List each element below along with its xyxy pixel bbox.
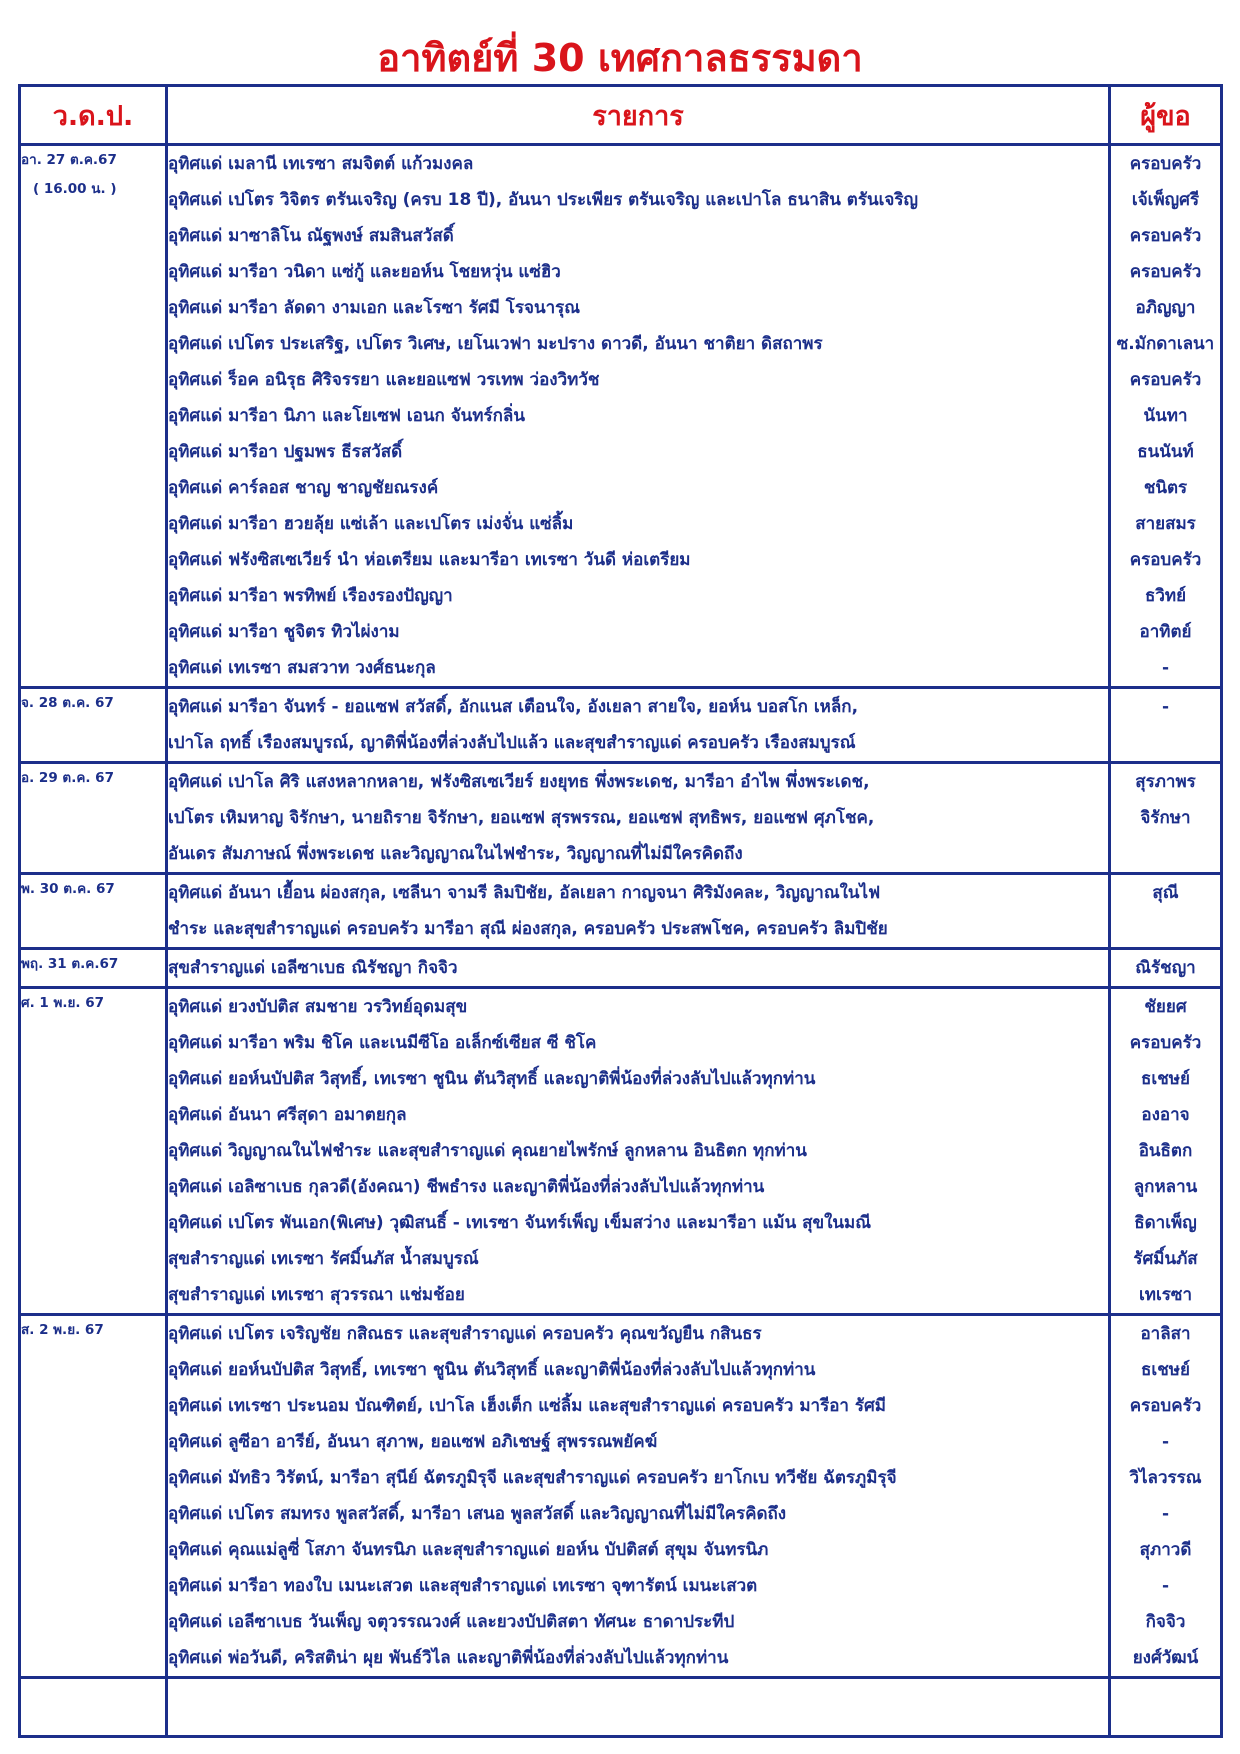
requester-name: ครอบครัว bbox=[1129, 154, 1202, 174]
date-cell bbox=[20, 1315, 167, 1678]
intention-line: อุทิศแด่ เปโตร ประเสริฐ, เปโตร วิเศษ, เยโนเวฟา มะปราง ดาวดี, อันนา ชาติยา ดิสถาพร bbox=[168, 334, 823, 354]
intention-line: อุทิศแด่ ยอห์นบัปติส วิสุทธิ์, เทเรซา ชูนิน ตันวิสุทธิ์ และญาติพี่น้องที่ล่วงลับไปแล้วทุกท่าน bbox=[168, 1069, 816, 1089]
date-label: อา. 27 ต.ค.67 bbox=[21, 152, 117, 168]
empty-date-cell bbox=[20, 1678, 167, 1737]
intention-line: อันเดร สัมภาษณ์ พึ่งพระเดช และวิญญาณในไฟชำระ, วิญญาณที่ไม่มีใครคิดถึง bbox=[168, 844, 743, 864]
intention-line: อุทิศแด่ มารีอา ทองใบ เมนะเสวต และสุขสำราญแด่ เทเรซา จุฑารัตน์ เมนะเสวต bbox=[168, 1576, 758, 1596]
intention-line: สุขสำราญแด่ เทเรซา รัศมิ์นภัส น้ำสมบูรณ์ bbox=[168, 1249, 479, 1269]
requester-cell bbox=[1110, 763, 1222, 874]
requester-name: ธเชษย์ bbox=[1141, 1360, 1190, 1380]
intention-line: สุขสำราญแด่ เทเรซา สุวรรณา แช่มช้อย bbox=[168, 1285, 465, 1305]
requester-name: ครอบครัว bbox=[1129, 226, 1202, 246]
requester-name: เจ้เพ็ญศรี bbox=[1131, 190, 1200, 210]
requester-name: ชนิตร bbox=[1143, 478, 1188, 498]
items-cell bbox=[167, 874, 1110, 949]
date-column-header: ว.ด.ป. bbox=[20, 86, 167, 145]
intention-line: อุทิศแด่ พ่อวันดี, คริสติน่า ผุย พันธ์วิไล และญาติพี่น้องที่ล่วงลับไปแล้วทุกท่าน bbox=[168, 1648, 729, 1668]
requester-name: สุรภาพร bbox=[1135, 772, 1196, 792]
requester-name: - bbox=[1161, 1576, 1170, 1596]
intention-line: อุทิศแด่ มารีอา พรทิพย์ เรืองรองปัญญา bbox=[168, 586, 453, 606]
intention-line: อุทิศแด่ อันนา ศรีสุดา อมาตยกุล bbox=[168, 1105, 407, 1125]
requester-name: อภิญญา bbox=[1135, 298, 1196, 318]
requester-cell bbox=[1110, 949, 1222, 988]
requester-name: ครอบครัว bbox=[1129, 1033, 1202, 1053]
intention-line: อุทิศแด่ ยวงบัปติส สมชาย วรวิทย์อุดมสุข bbox=[168, 997, 468, 1017]
requester-name: ครอบครัว bbox=[1129, 550, 1202, 570]
intention-line: สุขสำราญแด่ เอลีซาเบธ ณิรัชญา กิจจิว bbox=[168, 958, 458, 978]
intention-line: อุทิศแด่ เปโตร เจริญชัย กสิณธร และสุขสำราญแด่ ครอบครัว คุณขวัญยืน กสินธร bbox=[168, 1324, 762, 1344]
intention-line: อุทิศแด่ เอลิซาเบธ กุลวดี(อังคณา) ชีพธำรง และญาติพี่น้องที่ล่วงลับไปแล้วทุกท่าน bbox=[168, 1177, 765, 1197]
items-cell bbox=[167, 949, 1110, 988]
intention-line: อุทิศแด่ เปโตร พันเอก(พิเศษ) วุฒิสนธิ์ - เทเรซา จันทร์เพ็ญ เข็มสว่าง และมารีอา แม้น สุขในมณี bbox=[168, 1213, 872, 1233]
requester-name: - bbox=[1161, 658, 1170, 678]
requester-name: อาทิตย์ bbox=[1139, 622, 1192, 642]
requester-cell bbox=[1110, 988, 1222, 1315]
empty-row bbox=[20, 1678, 1222, 1737]
intention-line: อุทิศแด่ คาร์ลอส ชาญ ชาญชัยณรงค์ bbox=[168, 478, 439, 498]
intention-line: อุทิศแด่ มารีอา ลัดดา งามเอก และโรซา รัศมี โรจนารุณ bbox=[168, 298, 581, 318]
requester-name: ธวิทย์ bbox=[1144, 586, 1187, 606]
date-label: ศ. 1 พ.ย. 67 bbox=[21, 995, 105, 1011]
items-cell bbox=[167, 1315, 1110, 1678]
requester-name: ธิดาเพ็ญ bbox=[1134, 1213, 1197, 1233]
requester-cell bbox=[1110, 874, 1222, 949]
schedule-row bbox=[20, 1315, 1222, 1678]
intention-line: อุทิศแด่ เทเรซา ประนอม บัณฑิตย์, เปาโล เฮ็งเต็ก แซ่ลิ้ม และสุขสำราญแด่ ครอบครัว มารีอา รัศมี bbox=[168, 1396, 887, 1416]
requester-name: เทเรซา bbox=[1138, 1285, 1193, 1305]
page-title: อาทิตย์ที่ 30 เทศกาลธรรมดา bbox=[377, 36, 863, 80]
intention-line: อุทิศแด่ ลูซีอา อารีย์, อันนา สุภาพ, ยอแซฟ อภิเชษฐ์ สุพรรณพยัคฆ์ bbox=[168, 1432, 658, 1452]
intention-line: อุทิศแด่ อันนา เยื้อน ผ่องสกุล, เซลีนา จามรี ลิมปิชัย, อัลเยลา กาญจนา ศิริมังคละ, วิญญาณในไฟ bbox=[168, 883, 881, 903]
requester-name: อาลิสา bbox=[1140, 1324, 1191, 1344]
intention-line: อุทิศแด่ มารีอา นิภา และโยเซฟ เอนก จันทร์กลิ่น bbox=[168, 406, 525, 426]
intention-line: ชำระ และสุขสำราญแด่ ครอบครัว มารีอา สุณี ผ่องสกุล, ครอบครัว ประสพโชค, ครอบครัว ลิมปิชัย bbox=[168, 919, 888, 939]
schedule-row bbox=[20, 145, 1222, 688]
requester-column-header: ผู้ขอ bbox=[1110, 86, 1222, 145]
date-cell bbox=[20, 688, 167, 763]
requester-name: กิจจิว bbox=[1145, 1612, 1186, 1632]
requester-name: ลูกหลาน bbox=[1133, 1177, 1198, 1197]
requester-name: ครอบครัว bbox=[1129, 1396, 1202, 1416]
requester-cell bbox=[1110, 145, 1222, 688]
requester-name: ยงศ์วัฒน์ bbox=[1132, 1648, 1199, 1668]
requester-name: องอาจ bbox=[1141, 1105, 1190, 1125]
intention-line: อุทิศแด่ เมลานี เทเรซา สมจิตต์ แก้วมงคล bbox=[168, 154, 474, 174]
header-row bbox=[20, 86, 1222, 145]
intention-line: อุทิศแด่ มัทธิว วิรัตน์, มารีอา สุนีย์ ฉัตรภูมิรุจี และสุขสำราญแด่ ครอบครัว ยาโกเบ ทวีชัย ฉัตรภูมิรุจี bbox=[168, 1468, 897, 1488]
intention-line: อุทิศแด่ มารีอา ฮวยลุ้ย แซ่เล้า และเปโตร เม่งจั่น แซ่ลิ้ม bbox=[168, 514, 574, 534]
intention-line: อุทิศแด่ เปโตร สมทรง พูลสวัสดิ์, มารีอา เสนอ พูลสวัสดิ์ และวิญญาณที่ไม่มีใครคิดถึง bbox=[168, 1504, 787, 1524]
intention-line: เปาโล ฤทธิ์ เรืองสมบูรณ์, ญาติพี่น้องที่ล่วงลับไปแล้ว และสุขสำราญแด่ ครอบครัว เรืองสมบูรณ์ bbox=[168, 733, 856, 753]
intention-line: อุทิศแด่ ยอห์นบัปติส วิสุทธิ์, เทเรซา ชูนิน ตันวิสุทธิ์ และญาติพี่น้องที่ล่วงลับไปแล้วทุกท่าน bbox=[168, 1360, 816, 1380]
requester-name: รัศมิ์นภัส bbox=[1133, 1249, 1198, 1269]
requester-name: อินธิตก bbox=[1138, 1141, 1193, 1161]
schedule-body bbox=[20, 145, 1222, 1678]
date-cell bbox=[20, 949, 167, 988]
intention-line: อุทิศแด่ เอลีซาเบธ วันเพ็ญ จตุวรรณวงศ์ และยวงบัปติสตา ทัศนะ ธาดาประทีป bbox=[168, 1612, 735, 1632]
schedule-row bbox=[20, 763, 1222, 874]
intention-line: อุทิศแด่ มารีอา จันทร์ - ยอแซฟ สวัสดิ์, อักแนส เตือนใจ, อังเยลา สายใจ, ยอห์น บอสโก เหล็ก, bbox=[168, 697, 859, 717]
time-label: ( 16.00 น. ) bbox=[33, 181, 117, 197]
intention-line: อุทิศแด่ วิญญาณในไฟชำระ และสุขสำราญแด่ คุณยายไพรักษ์ ลูกหลาน อินธิตก ทุกท่าน bbox=[168, 1141, 807, 1161]
date-label: อ. 29 ต.ค. 67 bbox=[21, 770, 114, 786]
requester-name: จิรักษา bbox=[1140, 808, 1191, 828]
requester-name: ครอบครัว bbox=[1129, 370, 1202, 390]
date-label: จ. 28 ต.ค. 67 bbox=[21, 695, 114, 711]
requester-cell bbox=[1110, 1315, 1222, 1678]
schedule-row bbox=[20, 688, 1222, 763]
items-cell bbox=[167, 988, 1110, 1315]
requester-name: สุภาวดี bbox=[1139, 1540, 1192, 1560]
schedule-row bbox=[20, 874, 1222, 949]
requester-name: ธเชษย์ bbox=[1141, 1069, 1190, 1089]
requester-name: ธนนันท์ bbox=[1137, 442, 1194, 462]
requester-name: นันทา bbox=[1143, 406, 1188, 426]
requester-name: ครอบครัว bbox=[1129, 262, 1202, 282]
intention-line: อุทิศแด่ เปาโล ศิริ แสงหลากหลาย, ฟรังซิสเซเวียร์ ยงยุทธ พึ่งพระเดช, มารีอา อำไพ พึ่งพระเดช, bbox=[168, 772, 870, 792]
empty-requester-cell bbox=[1110, 1678, 1222, 1737]
requester-name: - bbox=[1161, 1432, 1170, 1452]
intention-schedule bbox=[18, 84, 1220, 1754]
requester-name: - bbox=[1161, 697, 1170, 717]
requester-name: ซ.มักดาเลนา bbox=[1116, 334, 1215, 354]
schedule-row bbox=[20, 988, 1222, 1315]
intention-line: อุทิศแด่ มารีอา ชูจิตร ทิวไผ่งาม bbox=[168, 622, 400, 642]
requester-name: - bbox=[1161, 1504, 1170, 1524]
date-cell bbox=[20, 874, 167, 949]
date-cell bbox=[20, 988, 167, 1315]
intention-line: อุทิศแด่ มารีอา ปฐมพร ธีรสวัสดิ์ bbox=[168, 442, 403, 462]
date-label: พ. 30 ต.ค. 67 bbox=[21, 881, 115, 897]
intention-line: อุทิศแด่ ร็อค อนิรุธ ศิริจรรยา และยอแซฟ วรเทพ ว่องวิทวัช bbox=[168, 370, 600, 390]
empty-items-cell bbox=[167, 1678, 1110, 1737]
intention-line: อุทิศแด่ เทเรซา สมสวาท วงศ์ธนะกุล bbox=[168, 658, 436, 678]
requester-cell bbox=[1110, 688, 1222, 763]
requester-name: ณิรัชญา bbox=[1135, 958, 1196, 978]
schedule-row bbox=[20, 949, 1222, 988]
date-label: ส. 2 พ.ย. 67 bbox=[21, 1322, 104, 1338]
intention-line: อุทิศแด่ ฟรังซิสเซเวียร์ นำ ห่อเตรียม และมารีอา เทเรซา วันดี ห่อเตรียม bbox=[168, 550, 691, 570]
schedule-table bbox=[18, 84, 1223, 1738]
date-label: พฤ. 31 ต.ค.67 bbox=[21, 956, 119, 972]
intention-line: อุทิศแด่ มาซาลิโน ณัฐพงษ์ สมสินสวัสดิ์ bbox=[168, 226, 454, 246]
intention-line: อุทิศแด่ เปโตร วิจิตร ตรันเจริญ (ครบ 18 ปี), อันนา ประเพียร ตรันเจริญ และเปาโล ธนาสิน ตรันเจริญ bbox=[168, 190, 918, 210]
items-cell bbox=[167, 688, 1110, 763]
requester-name: วิไลวรรณ bbox=[1129, 1468, 1202, 1488]
items-column-header: รายการ bbox=[167, 86, 1110, 145]
intention-line: อุทิศแด่ มารีอา พริม ชิโค และเนมีซีโอ อเล็กซ์เซียส ซี ชิโค bbox=[168, 1033, 597, 1053]
requester-name: สายสมร bbox=[1135, 514, 1196, 534]
intention-line: อุทิศแด่ คุณแม่ลูซี่ โสภา จันทรนิภ และสุขสำราญแด่ ยอห์น บัปติสต์ สุขุม จันทรนิภ bbox=[168, 1540, 769, 1560]
date-cell bbox=[20, 145, 167, 688]
intention-line: เปโตร เหิมหาญ จิรักษา, นายถิราย จิรักษา, ยอแซฟ สุรพรรณ, ยอแซฟ สุทธิพร, ยอแซฟ ศุภโชค, bbox=[168, 808, 875, 828]
requester-name: ชัยยศ bbox=[1144, 997, 1187, 1017]
items-cell bbox=[167, 145, 1110, 688]
intention-line: อุทิศแด่ มารีอา วนิดา แซ่กู้ และยอห์น โชยหวุ่น แซ่ฮิว bbox=[168, 262, 561, 282]
items-cell bbox=[167, 763, 1110, 874]
date-cell bbox=[20, 763, 167, 874]
requester-name: สุณี bbox=[1152, 883, 1179, 903]
